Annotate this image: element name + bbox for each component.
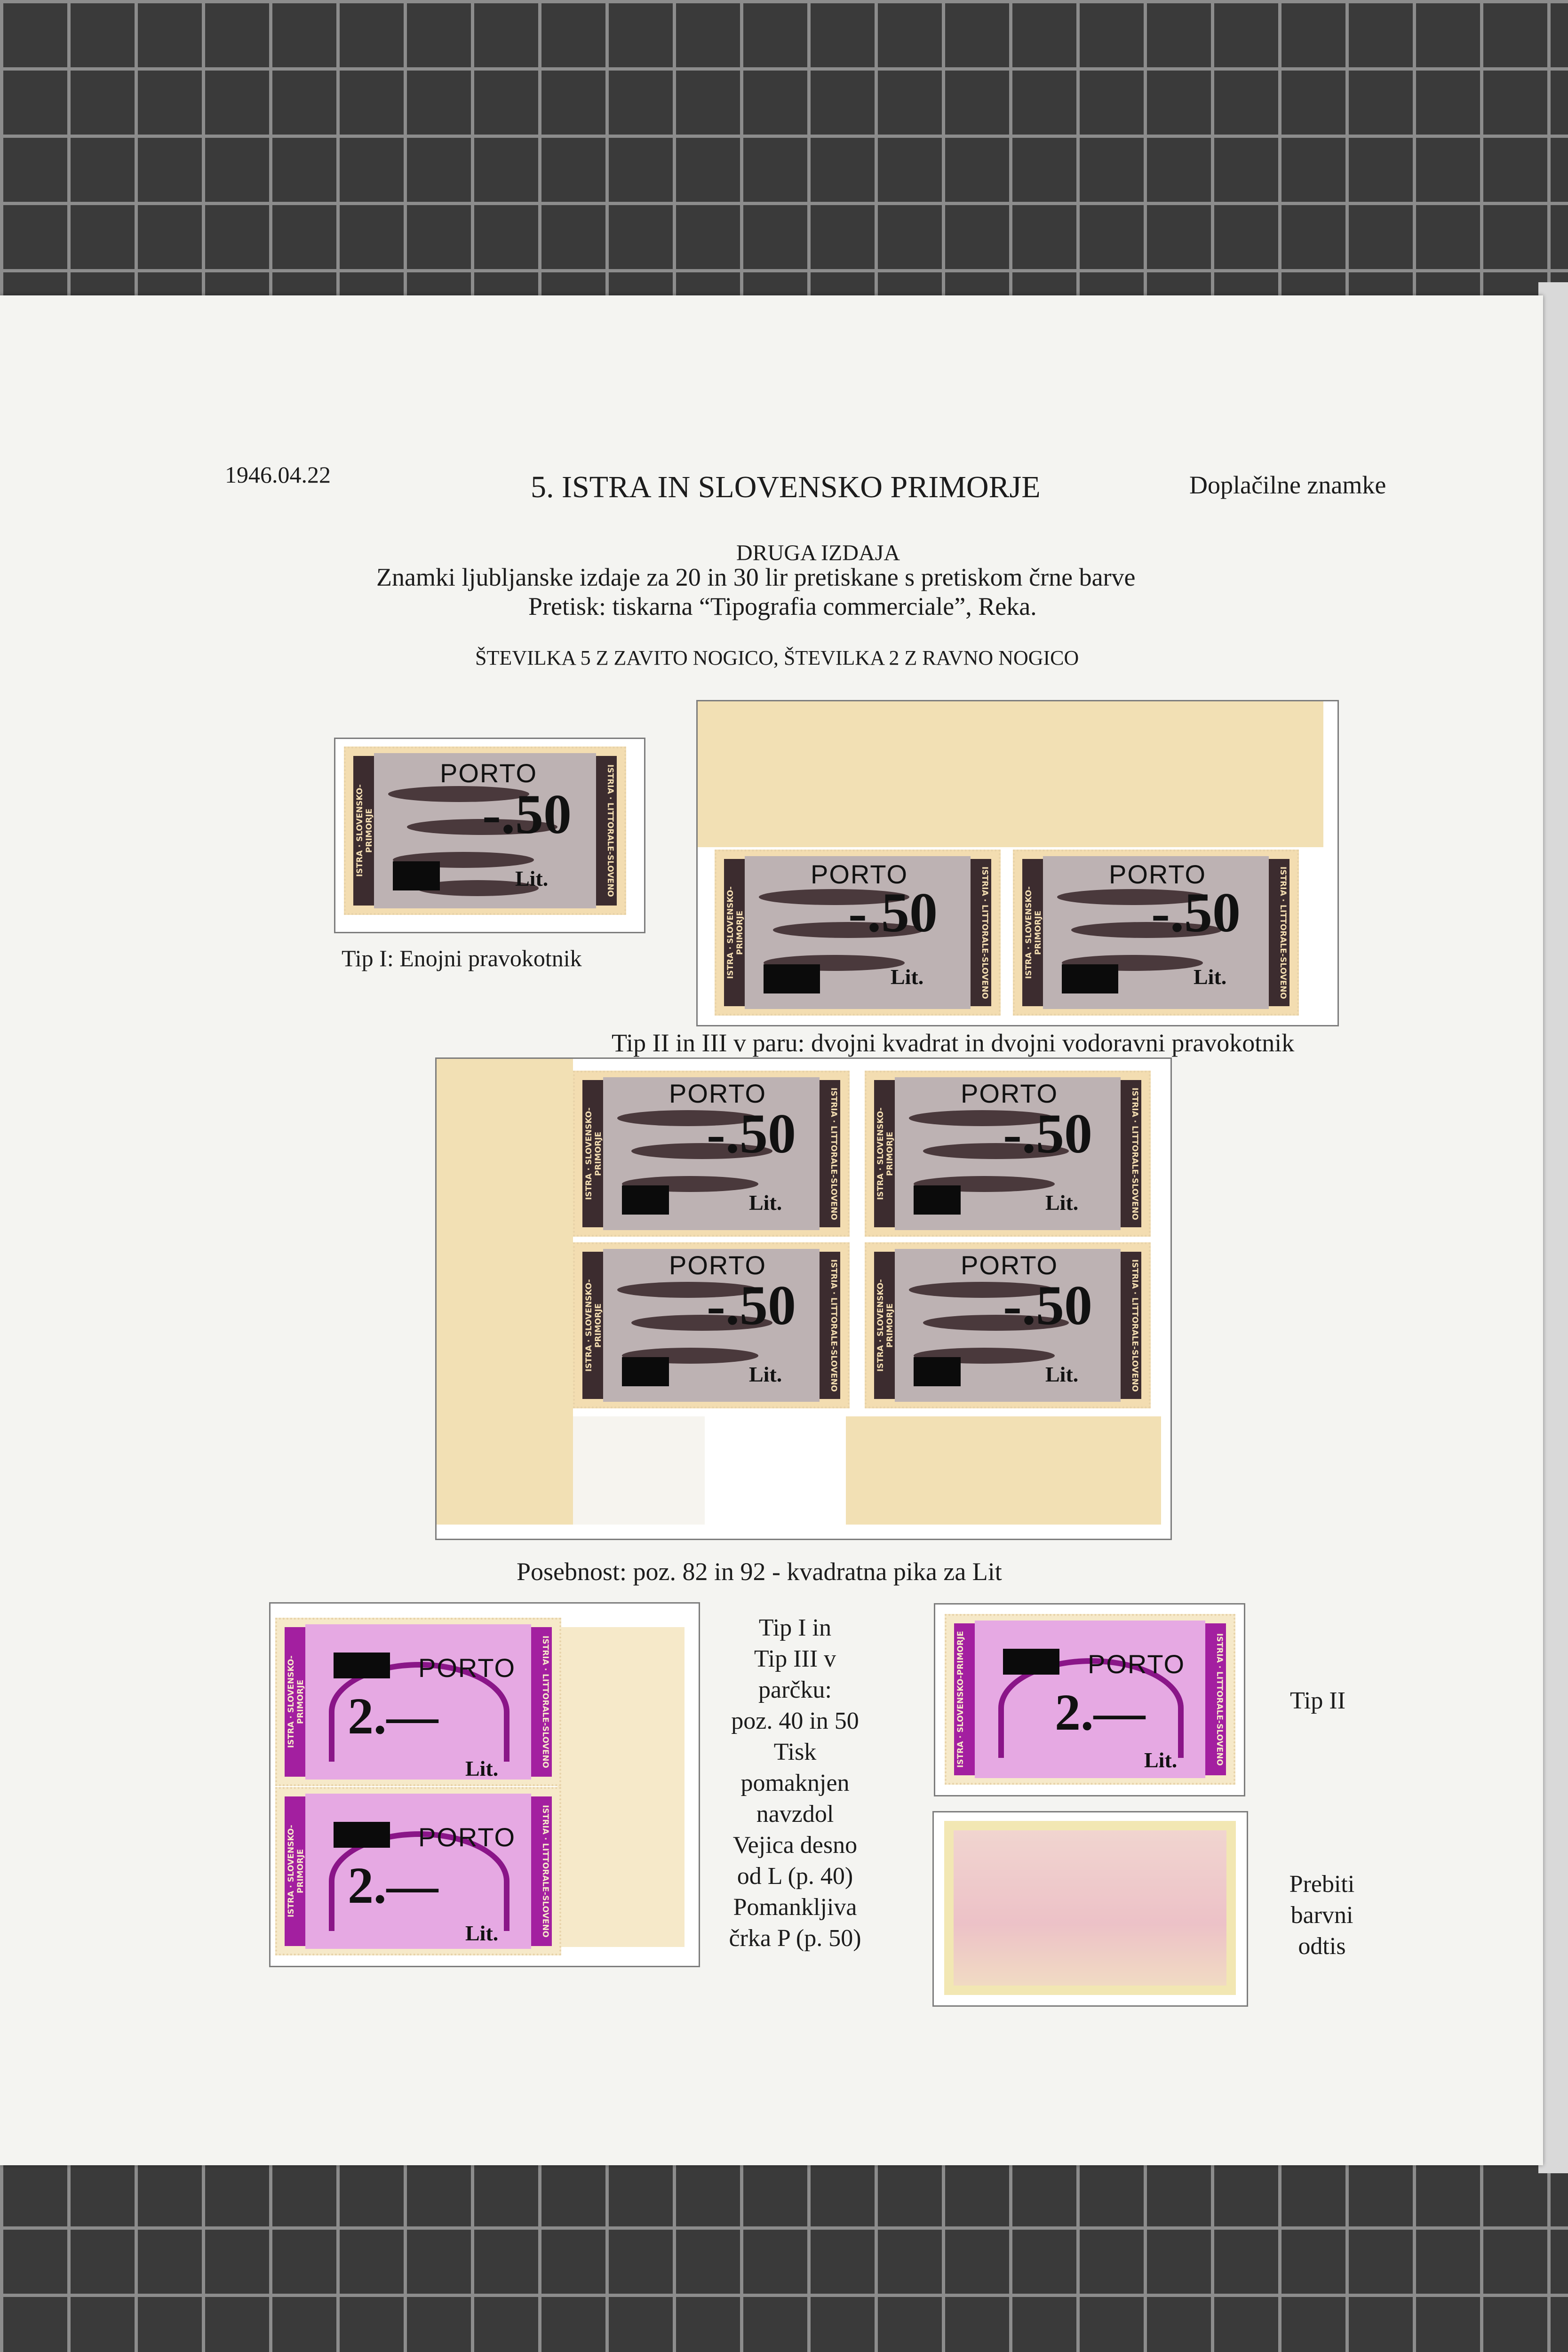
overprint-porto: PORTO bbox=[440, 758, 538, 788]
album-grid-top bbox=[0, 0, 1568, 310]
caption-pair: Tip II in III v paru: dvojni kvadrat in dvojni vodoravni pravokotnik bbox=[612, 1029, 1295, 1057]
caption-tip1: Tip I: Enojni pravokotnik bbox=[342, 945, 582, 971]
caption-offset: Prebiti barvni odtis bbox=[1289, 1871, 1355, 1960]
block-stamp-1: ISTRA · SLOVENSKO-PRIMORJE ISTRIA · LITTORALE-SLOVENO PORTO -.50 Lit. bbox=[573, 1071, 850, 1237]
overprint-value: -.50 bbox=[482, 783, 572, 845]
block-stamp-2: ISTRA · SLOVENSKO-PRIMORJE ISTRIA · LITTORALE-SLOVENO PORTO -.50 Lit. bbox=[865, 1071, 1151, 1237]
block-stamp-3: ISTRA · SLOVENSKO-PRIMORJE ISTRIA · LITTORALE-SLOVENO PORTO -.50 Lit. bbox=[573, 1242, 850, 1408]
intro-line-3: ŠTEVILKA 5 Z ZAVITO NOGICO, ŠTEVILKA 2 Z RAVNO NOGICO bbox=[475, 646, 1079, 669]
stamp-mount-pink-pair bbox=[269, 1602, 700, 1967]
stamp-mount-offset bbox=[932, 1811, 1248, 2007]
album-page bbox=[0, 295, 1543, 2165]
stamp-tip1: ISTRA · SLOVENSKO-PRIMORJE ISTRIA · LITTORALE-SLOVENO PORTO -.50 Lit. bbox=[344, 747, 626, 915]
overprint-currency: Lit. bbox=[515, 866, 549, 890]
pink-stamp-2: ISTRA · SLOVENSKO-PRIMORJE ISTRIA · LITTORALE-SLOVENO PORTO 2.— Lit. bbox=[275, 1787, 561, 1955]
stamp-mount-pair bbox=[696, 700, 1339, 1026]
stamp-mount-tip1 bbox=[334, 738, 645, 933]
page-category: Doplačilne znamke bbox=[1189, 471, 1386, 499]
pink-stamp-tip2: ISTRA · SLOVENSKO-PRIMORJE ISTRIA · LITTORALE-SLOVENO PORTO 2.— Lit. bbox=[945, 1614, 1235, 1785]
offset-stamp bbox=[944, 1821, 1236, 1995]
issue-date: 1946.04.22 bbox=[225, 461, 331, 488]
stamp-mount-tip2 bbox=[934, 1603, 1245, 1796]
caption-tip2: Tip II bbox=[1290, 1687, 1346, 1714]
intro-line-1: Znamki ljubljanske izdaje za 20 in 30 lir pretiskane s pretiskom črne barve bbox=[376, 563, 1136, 591]
pink-stamp-1: ISTRA · SLOVENSKO-PRIMORJE ISTRIA · LITTORALE-SLOVENO PORTO 2.— Lit. bbox=[275, 1618, 561, 1786]
stamp-pair-right: ISTRA · SLOVENSKO-PRIMORJE ISTRIA · LITTORALE-SLOVENO PORTO -.50 Lit. bbox=[1013, 850, 1299, 1016]
caption-pink-pair: Tip I in Tip III v parčku: poz. 40 in 50 Tisk pomaknjen navzdol Vejica desno od L (p. 40) Pomankljiva črka P (p. 50) bbox=[729, 1614, 861, 1952]
caption-block: Posebnost: poz. 82 in 92 - kvadratna pika za Lit bbox=[517, 1557, 1002, 1586]
album-grid-bottom bbox=[0, 2159, 1568, 2352]
page-title: 5. ISTRA IN SLOVENSKO PRIMORJE bbox=[531, 470, 1041, 504]
stamp-pair-left: ISTRA · SLOVENSKO-PRIMORJE ISTRIA · LITTORALE-SLOVENO PORTO -.50 Lit. bbox=[715, 850, 1001, 1016]
block-stamp-4: ISTRA · SLOVENSKO-PRIMORJE ISTRIA · LITTORALE-SLOVENO PORTO -.50 Lit. bbox=[865, 1242, 1151, 1408]
stamp-mount-block bbox=[435, 1057, 1172, 1540]
issue-label: DRUGA IZDAJA bbox=[736, 540, 900, 565]
intro-line-2: Pretisk: tiskarna “Tipografia commerciale”, Reka. bbox=[528, 592, 1037, 620]
